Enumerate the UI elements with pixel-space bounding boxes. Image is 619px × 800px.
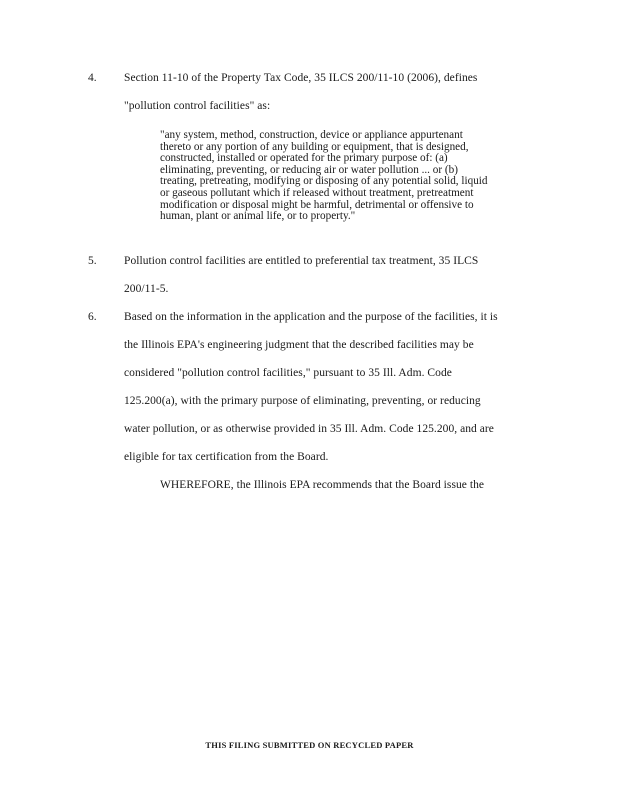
paragraph-line: the Illinois EPA's engineering judgment that the described facilities may be	[124, 339, 474, 351]
quote-line: modification or disposal might be harmful, detrimental or offensive to	[160, 198, 474, 211]
paragraph-line: 200/11-5.	[124, 283, 169, 295]
paragraph-line: 125.200(a), with the primary purpose of eliminating, preventing, or reducing	[124, 395, 481, 407]
quote-line: thereto or any portion of any building or equipment, that is designed,	[160, 140, 469, 153]
paragraph-line: Section 11-10 of the Property Tax Code, 35 ILCS 200/11-10 (2006), defines	[124, 72, 478, 84]
quote-line: "any system, method, construction, device or appliance appurtenant	[160, 129, 463, 141]
quote-line: constructed, installed or operated for the primary purpose of: (a)	[160, 152, 448, 165]
closing-paragraph: WHEREFORE, the Illinois EPA recommends that the Board issue the	[160, 479, 485, 491]
quote-line: treating, pretreating, modifying or disposing of any potential solid, liquid	[160, 175, 488, 188]
paragraph-line: water pollution, or as otherwise provided in 35 Ill. Adm. Code 125.200, and are	[124, 423, 494, 435]
footer-recycled-paper: THIS FILING SUBMITTED ON RECYCLED PAPER	[205, 740, 414, 750]
paragraph-line: eligible for tax certification from the Board.	[124, 451, 329, 463]
block-quote	[160, 130, 520, 223]
paragraph-line: "pollution control facilities" as:	[124, 100, 271, 112]
quote-line: or gaseous pollutant which if released without treatment, pretreatment	[160, 186, 474, 199]
quote-line: human, plant or animal life, or to property."	[160, 210, 356, 223]
paragraph-line: considered "pollution control facilities," pursuant to 35 Ill. Adm. Code	[124, 367, 452, 379]
paragraph-number: 6.	[88, 311, 97, 323]
paragraph-line: Based on the information in the application and the purpose of the facilities, it is	[124, 311, 498, 323]
quote-line: eliminating, preventing, or reducing air or water pollution ... or (b)	[160, 163, 458, 176]
paragraph-number: 5.	[88, 255, 97, 267]
paragraph-line: Pollution control facilities are entitled to preferential tax treatment, 35 ILCS	[124, 255, 479, 267]
paragraph-number: 4.	[88, 72, 97, 84]
